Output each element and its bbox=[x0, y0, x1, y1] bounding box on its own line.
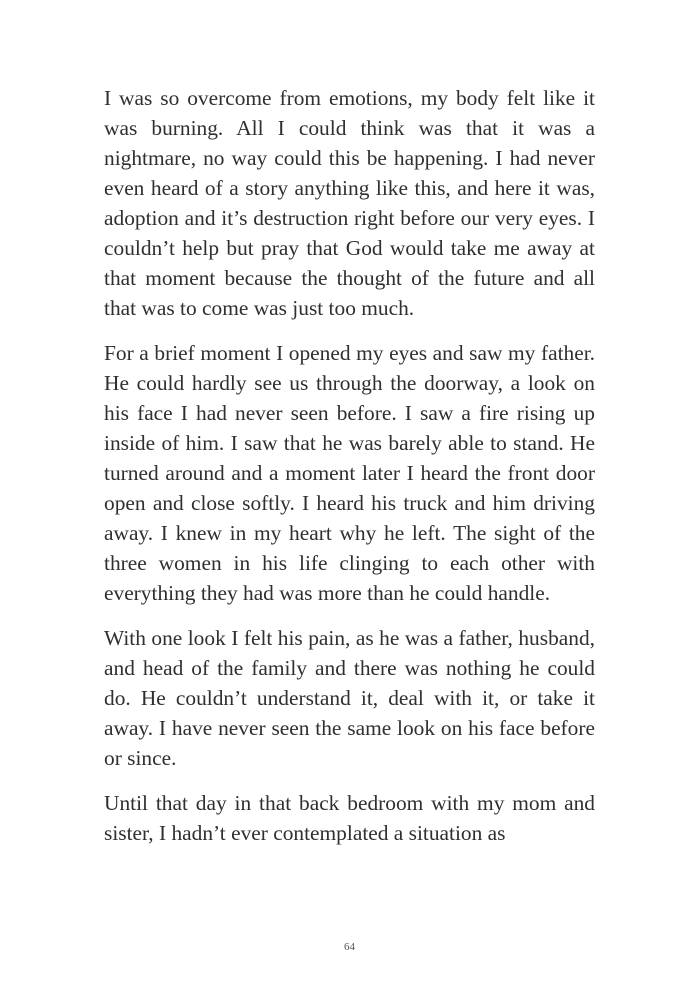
paragraph: For a brief moment I opened my eyes and saw my father. He could hardly see us through the doorway, a look on his face I had never seen before. I saw a fire rising up inside of him. I saw that he was barely able to stand. He turned around and a moment later I heard the front door open and close softly. I heard his truck and him driving away. I knew in my heart why he left. The sight of the three women in his life clinging to each other with everything they had was more than he could handle. bbox=[104, 341, 595, 605]
body-text bbox=[104, 83, 595, 863]
paragraph: I was so overcome from emotions, my body felt like it was burning. All I could think was that it was a nightmare, no way could this be happening. I had never even heard of a story anything like this, and here it was, adoption and it’s destruction right before our very eyes. I couldn’t help but pray that God would take me away at that moment because the thought of the future and all that was to come was just too much. bbox=[104, 86, 595, 320]
paragraph: Until that day in that back bedroom with my mom and sister, I hadn’t ever contemplated a situation as bbox=[104, 791, 595, 845]
paragraph: With one look I felt his pain, as he was a father, husband, and head of the family and there was nothing he could do. He couldn’t understand it, deal with it, or take it away. I have never seen the same look on his face before or since. bbox=[104, 626, 595, 770]
page-number: 64 bbox=[344, 941, 355, 953]
